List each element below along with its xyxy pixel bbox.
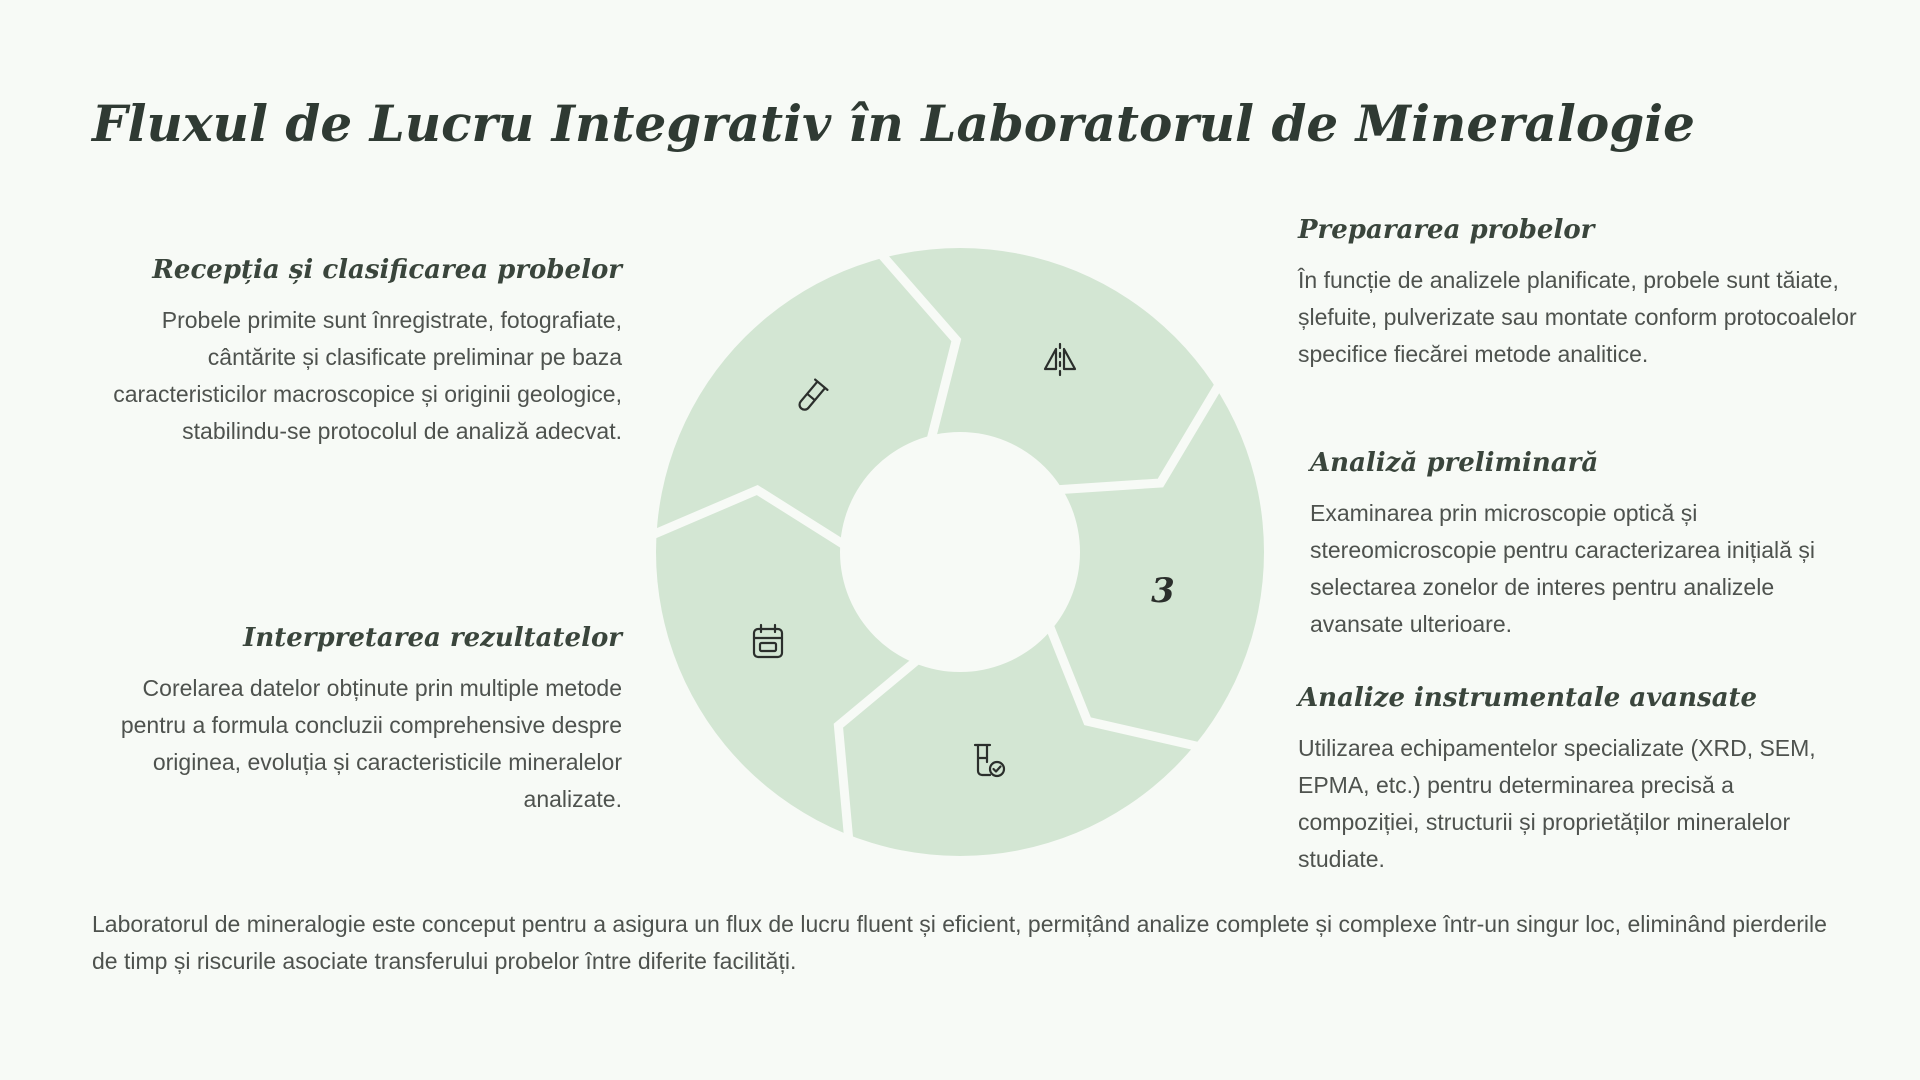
step-reception: [92, 255, 622, 450]
step-preliminary-text: Examinarea prin microscopie optică și stereomicroscopie pentru caracterizarea inițială și selectarea zonelor de interes pentru analizele avansate ulterioare.: [1310, 500, 1815, 638]
step-preliminary: [1310, 448, 1870, 643]
step-reception-text: Probele primite sunt înregistrate, fotografiate, cântărite și clasificate preliminar pe baza caracteristicilor macroscopice și originii geologice, stabilindu-se protocolul de analiză adecvat.: [113, 307, 622, 445]
step-reception-title: Recepția și clasificarea probelor: [152, 255, 622, 285]
step-advanced-analysis-text: Utilizarea echipamentelor specializate (XRD, SEM, EPMA, etc.) pentru determinarea precisă a compoziției, structurii și proprietăților mineralelor studiate.: [1298, 735, 1816, 873]
workflow-cycle-diagram: [640, 232, 1280, 872]
step-advanced-analysis: [1298, 683, 1858, 878]
step-preparation-text: În funcție de analizele planificate, probele sunt tăiate, șlefuite, pulverizate sau montate conform protocoalelor specifice fiecărei metode analitice.: [1298, 267, 1857, 368]
step-interpretation-title: Interpretarea rezultatelor: [243, 623, 622, 653]
cycle-center: [840, 432, 1080, 672]
step-advanced-analysis-title: Analize instrumentale avansate: [1298, 683, 1758, 713]
step-preparation-title: Prepararea probelor: [1298, 215, 1595, 245]
cycle-segments: [650, 248, 1264, 856]
step-marker-number: 3: [1151, 571, 1175, 611]
page-title: Fluxul de Lucru Integrativ în Laboratorul de Mineralogie: [92, 94, 1695, 153]
number-3-icon: [1151, 571, 1175, 611]
footer-text: Laboratorul de mineralogie este conceput pentru a asigura un flux de lucru fluent și eficient, permițând analize complete și complexe într-un singur loc, eliminând pierderile de timp și riscurile asociate transferului probelor între diferite facilități.: [92, 911, 1827, 974]
step-interpretation-text: Corelarea datelor obținute prin multiple metode pentru a formula concluzii comprehensive despre originea, evoluția și caracteristicile mineralelor analizate.: [120, 675, 622, 813]
step-preparation: [1298, 215, 1858, 373]
step-preliminary-title: Analiză preliminară: [1310, 448, 1599, 478]
step-interpretation: [92, 623, 622, 818]
